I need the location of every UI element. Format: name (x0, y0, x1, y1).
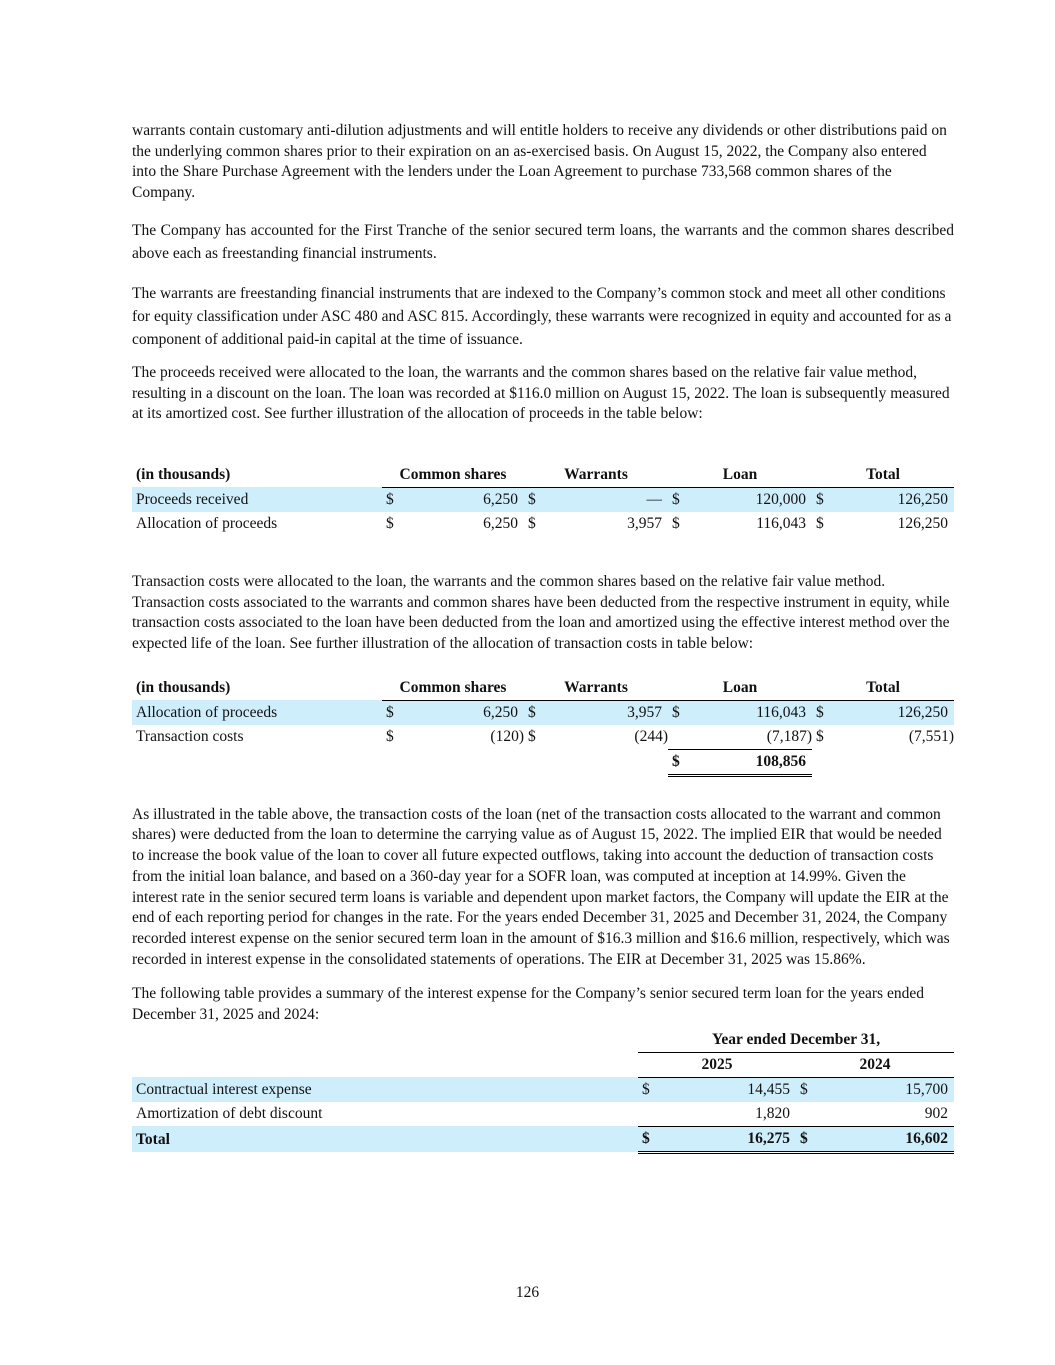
page-number: 126 (515, 1284, 540, 1301)
currency-symbol: $ (796, 1077, 816, 1102)
table-header-warrants: Warrants (524, 463, 668, 488)
currency-symbol: $ (816, 728, 824, 746)
cell-warrants: 3,957 (627, 514, 662, 532)
cell-loan: (7,187) (688, 725, 812, 750)
paragraph-freestanding: The Company has accounted for the First Tranche of the senior secured term loans, the warrants and the common shares described above each as freestanding financial instruments. (132, 221, 954, 262)
currency-symbol: $ (386, 728, 394, 746)
currency-symbol (638, 1102, 658, 1127)
transaction-costs-table (132, 676, 954, 777)
cell-2024: 15,700 (816, 1077, 954, 1102)
currency-symbol (796, 1102, 816, 1127)
currency-symbol: $ (638, 1077, 658, 1102)
table-row (132, 1077, 954, 1102)
currency-symbol: $ (382, 487, 402, 512)
cell-total: (7,551) (908, 728, 955, 746)
cell-loan: 116,043 (756, 514, 806, 532)
currency-symbol: $ (796, 1126, 816, 1152)
table-super-header: Year ended December 31, (638, 1028, 954, 1053)
row-label: Proceeds received (132, 487, 382, 512)
table-header-common-shares: Common shares (382, 463, 524, 488)
currency-symbol: $ (524, 700, 544, 725)
row-label: Allocation of proceeds (136, 514, 278, 532)
currency-symbol: $ (386, 514, 394, 532)
paragraph-effective-interest-rate: As illustrated in the table above, the transaction costs of the loan (net of the transaction costs allocated to the warrant and common shares) were deducted from the loan to determine the carrying value as of August 15, 2022. The implied EIR that would be needed to increase the book value of the loan to cover all future expected outflows, taking into account the deduction of transaction costs from the initial loan balance, and based on a 360-day year for a SOFR loan, was computed at inception at 14.99%. Given the interest rate in the senior secured term loans is variable and dependent upon market factors, the Company will update the EIR at the end of each reporting period for changes in the rate. For the years ended December 31, 2025 and December 31, 2024, the Company recorded interest expense on the senior secured term loan in the amount of $16.3 million and $16.6 million, respectively, which was recorded in interest expense in the consolidated statements of operations. The EIR at December 31, 2025 was 15.86%. (132, 805, 950, 968)
table-header-units: (in thousands) (136, 466, 231, 484)
currency-symbol: $ (812, 487, 832, 512)
cell-loan: 116,043 (688, 700, 812, 725)
allocation-of-proceeds-table (132, 463, 954, 536)
table-row-total (132, 1126, 954, 1152)
currency-symbol: $ (812, 700, 832, 725)
table-row-loan-carrying-value (132, 749, 954, 775)
cell-warrants: 3,957 (544, 700, 668, 725)
table-header-total: Total (812, 463, 954, 488)
cell-2025: 14,455 (658, 1077, 796, 1102)
row-label: Amortization of debt discount (136, 1105, 323, 1123)
table-header-loan: Loan (668, 676, 812, 701)
cell-2024: 16,602 (816, 1126, 954, 1152)
row-label: Transaction costs (136, 728, 244, 746)
cell-total: 126,250 (897, 514, 949, 532)
table-row (132, 1102, 954, 1127)
cell-total: 126,250 (832, 700, 954, 725)
cell-loan: 120,000 (688, 487, 812, 512)
cell-warrants: (244) (634, 728, 668, 746)
table-header-units: (in thousands) (136, 679, 231, 697)
currency-symbol (668, 725, 688, 750)
table-row (132, 512, 954, 536)
row-label: Contractual interest expense (132, 1077, 638, 1102)
cell-loan-carrying-value: 108,856 (688, 749, 812, 775)
paragraph-equity-classification: The warrants are freestanding financial instruments that are indexed to the Company’s common stock and meet all other conditions for equity classification under ASC 480 and ASC 815. Accordingly, these warrants were recognized in equity and accounted for as a component of additional paid-in capital at the time of issuance. (132, 284, 952, 348)
table-header-year-2025: 2025 (638, 1052, 796, 1077)
cell-2025: 16,275 (658, 1126, 796, 1152)
currency-symbol: $ (668, 700, 688, 725)
row-label: Allocation of proceeds (132, 700, 382, 725)
interest-expense-table (132, 1028, 954, 1154)
table-header-year-2024: 2024 (796, 1052, 954, 1077)
cell-common-shares: (120) (490, 728, 524, 746)
row-label: Total (132, 1126, 638, 1152)
paragraph-proceeds-allocation: The proceeds received were allocated to the loan, the warrants and the common shares based on the relative fair value method, resulting in a discount on the loan. The loan was recorded at $116.0 million on August 15, 2022. The loan is subsequently measured at its amortized cost. See further illustration of the allocation of proceeds in the table below: (132, 363, 950, 423)
table-header-loan: Loan (668, 463, 812, 488)
table-row (132, 725, 954, 750)
table-header-common-shares: Common shares (382, 676, 524, 701)
paragraph-transaction-costs: Transaction costs were allocated to the loan, the warrants and the common shares based on the relative fair value method. Transaction costs associated to the warrants and common shares have been deducted from the respective instrument in equity, while transaction costs associated to the loan have been deducted from the loan and amortized using the effective interest method over the expected life of the loan. See further illustration of the allocation of transaction costs in table below: (132, 572, 950, 653)
currency-symbol: $ (672, 514, 680, 532)
document-page (132, 121, 954, 1154)
table-row (132, 700, 954, 725)
cell-warrants: — (544, 487, 668, 512)
currency-symbol: $ (668, 749, 688, 775)
currency-symbol: $ (668, 487, 688, 512)
currency-symbol: $ (638, 1126, 658, 1152)
table-row (132, 487, 954, 512)
table-header-warrants: Warrants (524, 676, 668, 701)
cell-2025: 1,820 (658, 1102, 796, 1127)
currency-symbol: $ (382, 700, 402, 725)
cell-total: 126,250 (832, 487, 954, 512)
cell-common-shares: 6,250 (402, 487, 524, 512)
paragraph-interest-summary-intro: The following table provides a summary of the interest expense for the Company’s senior secured term loan for the years ended December 31, 2025 and 2024: (132, 985, 924, 1024)
cell-common-shares: 6,250 (402, 700, 524, 725)
table-header-total: Total (812, 676, 954, 701)
cell-common-shares: 6,250 (483, 514, 518, 532)
currency-symbol: $ (816, 514, 824, 532)
cell-2024: 902 (816, 1102, 954, 1127)
paragraph-warrants-terms: warrants contain customary anti-dilution adjustments and will entitle holders to receive any dividends or other distributions paid on the underlying common shares prior to their expiration on an as-exercised basis. On August 15, 2022, the Company also entered into the Share Purchase Agreement with the lenders under the Loan Agreement to purchase 733,568 common shares of the Company. (132, 122, 947, 202)
currency-symbol: $ (524, 487, 544, 512)
currency-symbol: $ (528, 728, 536, 746)
currency-symbol: $ (528, 514, 536, 532)
